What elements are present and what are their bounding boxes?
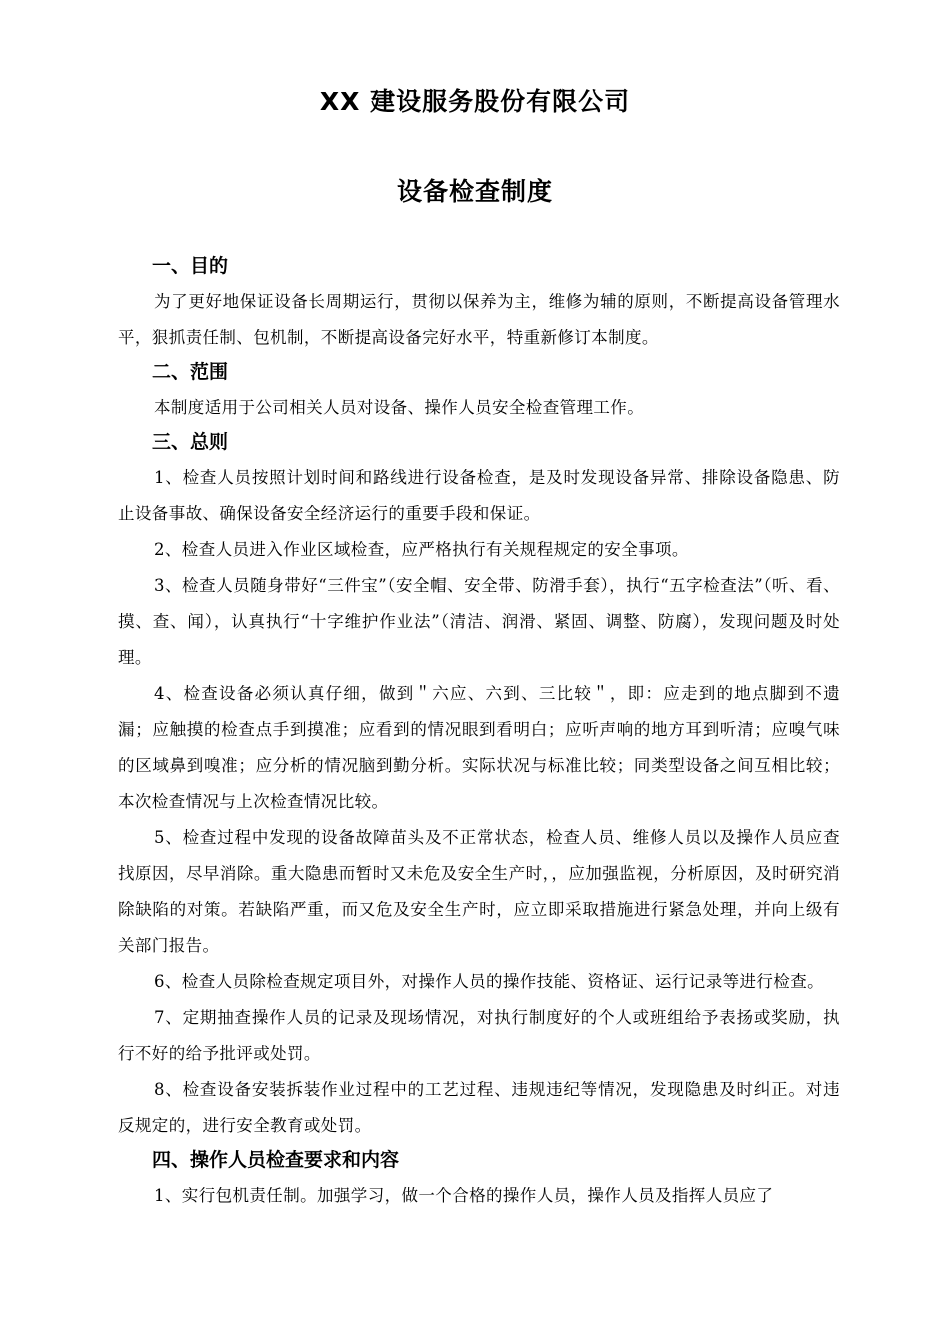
document-body bbox=[118, 250, 840, 1214]
paragraph: 为了更好地保证设备长周期运行，贯彻以保养为主，维修为辅的原则，不断提高设备管理水平，狠抓责任制、包机制，不断提高设备完好水平，特重新修订本制度。 bbox=[118, 292, 840, 347]
section-purpose bbox=[118, 250, 840, 356]
section-operator-inspection bbox=[118, 1144, 840, 1214]
document-title: 设备检查制度 bbox=[396, 177, 553, 206]
paragraph: 8、检查设备安装拆装作业过程中的工艺过程、违规违纪等情况，发现隐患及时纠正。对违反规定的，进行安全教育或处罚。 bbox=[118, 1080, 840, 1135]
paragraph: 5、检查过程中发现的设备故障苗头及不正常状态，检查人员、维修人员以及操作人员应查找原因，尽早消除。重大隐患而暂时又未危及安全生产时，，应加强监视，分析原因，及时研究消除缺陷的对策。若缺陷严重，而又危及安全生产时，应立即采取措施进行紧急处理，并向上级有关部门报告。 bbox=[118, 828, 840, 955]
paragraph: 3、检查人员随身带好“三件宝”（安全帽、安全带、防滑手套），执行“五字检查法”（听、看、摸、查、闻），认真执行“十字维护作业法”（清洁、润滑、紧固、调整、防腐），发现问题及时处理。 bbox=[118, 576, 840, 667]
paragraph: 4、检查设备必须认真仔细，做到＂六应、六到、三比较＂，即：应走到的地点脚到不遗漏；应触摸的检查点手到摸准；应看到的情况眼到看明白；应听声响的地方耳到听清；应嗅气味的区域鼻到嗅准；应分析的情况脑到勤分析。实际状况与标准比较；同类型设备之间互相比较；本次检查情况与上次检查情况比较。 bbox=[118, 684, 840, 811]
section-scope bbox=[118, 356, 840, 426]
section-general bbox=[118, 426, 840, 1144]
paragraph: 1、检查人员按照计划时间和路线进行设备检查，是及时发现设备异常、排除设备隐患、防止设备事故、确保设备安全经济运行的重要手段和保证。 bbox=[118, 468, 840, 523]
paragraph: 本制度适用于公司相关人员对设备、操作人员安全检查管理工作。 bbox=[154, 398, 645, 417]
paragraph: 2、检查人员进入作业区域检查，应严格执行有关规程规定的安全事项。 bbox=[154, 540, 689, 559]
paragraph: 7、定期抽查操作人员的记录及现场情况，对执行制度好的个人或班组给予表扬或奖励，执行不好的给予批评或处罚。 bbox=[118, 1008, 840, 1063]
section-heading: 三、总则 bbox=[152, 431, 229, 453]
paragraph: 6、检查人员除检查规定项目外，对操作人员的操作技能、资格证、运行记录等进行检查。 bbox=[154, 972, 824, 991]
section-heading: 二、范围 bbox=[152, 361, 229, 383]
section-heading: 一、目的 bbox=[152, 255, 229, 277]
section-heading: 四、操作人员检查要求和内容 bbox=[152, 1149, 400, 1171]
paragraph: 1、实行包机责任制。加强学习，做一个合格的操作人员，操作人员及指挥人员应了 bbox=[154, 1186, 774, 1205]
company-name: XX 建设服务股份有限公司 bbox=[319, 87, 631, 116]
